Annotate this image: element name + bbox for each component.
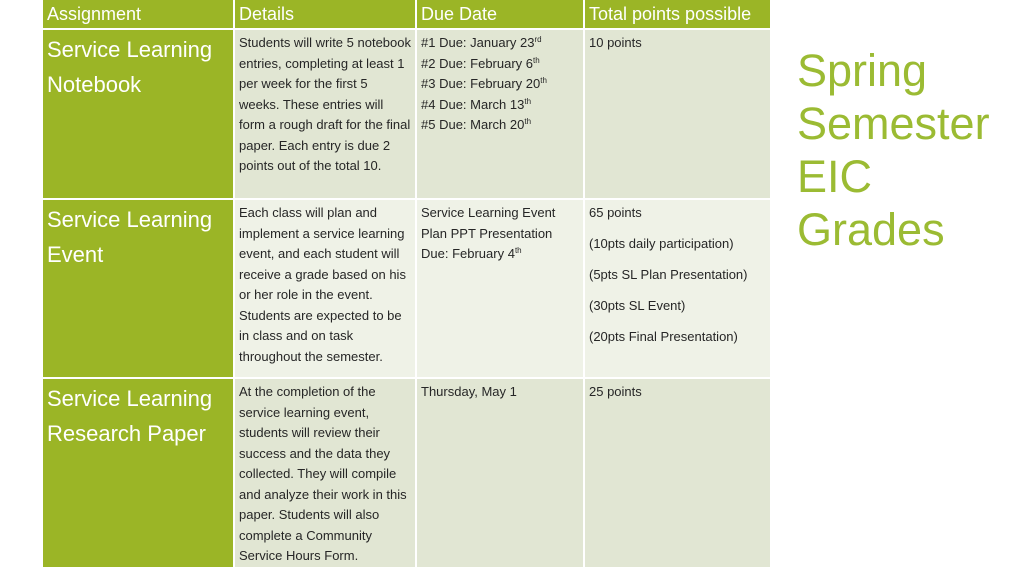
points-breakdown: (5pts SL Plan Presentation)	[589, 267, 748, 282]
slide-title-line: EIC	[797, 151, 873, 202]
due-date-line: #2 Due: February 6th	[421, 55, 540, 71]
due-date-cell	[416, 378, 584, 568]
assignment-name-line: Notebook	[47, 72, 142, 97]
points-breakdown: (10pts daily participation)	[589, 236, 734, 251]
header-details: Details	[234, 0, 416, 29]
due-date-line: #5 Due: March 20th	[421, 117, 532, 132]
due-date-line: Thursday, May 1	[421, 384, 517, 399]
table-row	[43, 378, 770, 568]
due-date-line: #3 Due: February 20th	[421, 76, 547, 91]
assignment-name-line: Service Learning	[47, 386, 213, 411]
grades-table	[43, 0, 770, 569]
assignment-cell	[43, 29, 234, 199]
details-cell: At the completion of the service learning event, students will review their success and the data they collected. They will compile and analyze their work in this paper. Students will also complete a Community Service Hours Form.	[234, 378, 416, 568]
assignment-cell	[43, 378, 234, 568]
due-date-line: #4 Due: March 13th	[421, 96, 532, 112]
due-date-line: #1 Due: January 23rd	[421, 35, 542, 50]
assignment-name-line: Research Paper	[47, 421, 206, 446]
due-date-cell	[416, 29, 584, 199]
assignment-name-line: Service Learning	[47, 37, 213, 62]
slide-title	[797, 44, 1017, 256]
details-cell: Students will write 5 notebook entries, completing at least 1 per week for the first 5 weeks. These entries will form a rough draft for the final paper. Each entry is due 2 points out of the total 10.	[234, 29, 416, 199]
due-date-line: Service Learning Event	[421, 205, 556, 220]
points-cell	[584, 29, 770, 199]
header-total-points: Total points possible	[584, 0, 770, 29]
assignment-cell	[43, 199, 234, 378]
points-total: 65 points	[589, 205, 642, 220]
points-breakdown: (20pts Final Presentation)	[589, 329, 738, 344]
header-due-date: Due Date	[416, 0, 584, 29]
table-row	[43, 29, 770, 199]
points-breakdown: (30pts SL Event)	[589, 298, 686, 313]
due-date-line: Due: February 4th	[421, 246, 522, 261]
points-cell	[584, 199, 770, 378]
slide-title-line: Spring	[797, 45, 928, 96]
points-cell	[584, 378, 770, 568]
slide-title-line: Semester	[797, 98, 990, 149]
table-header-row	[43, 0, 770, 29]
details-cell: Each class will plan and implement a service learning event, and each student will receive a grade based on his or her role in the event. Students are expected to be in class and on task throughout the semester.	[234, 199, 416, 378]
assignment-name-line: Service Learning	[47, 207, 213, 232]
table-row	[43, 199, 770, 378]
assignment-name-line: Event	[47, 242, 104, 267]
points-total: 10 points	[589, 35, 642, 50]
points-total: 25 points	[589, 384, 642, 399]
due-date-cell	[416, 199, 584, 378]
slide-title-line: Grades	[797, 204, 945, 255]
due-date-line: Plan PPT Presentation	[421, 225, 553, 241]
header-assignment: Assignment	[43, 0, 234, 29]
